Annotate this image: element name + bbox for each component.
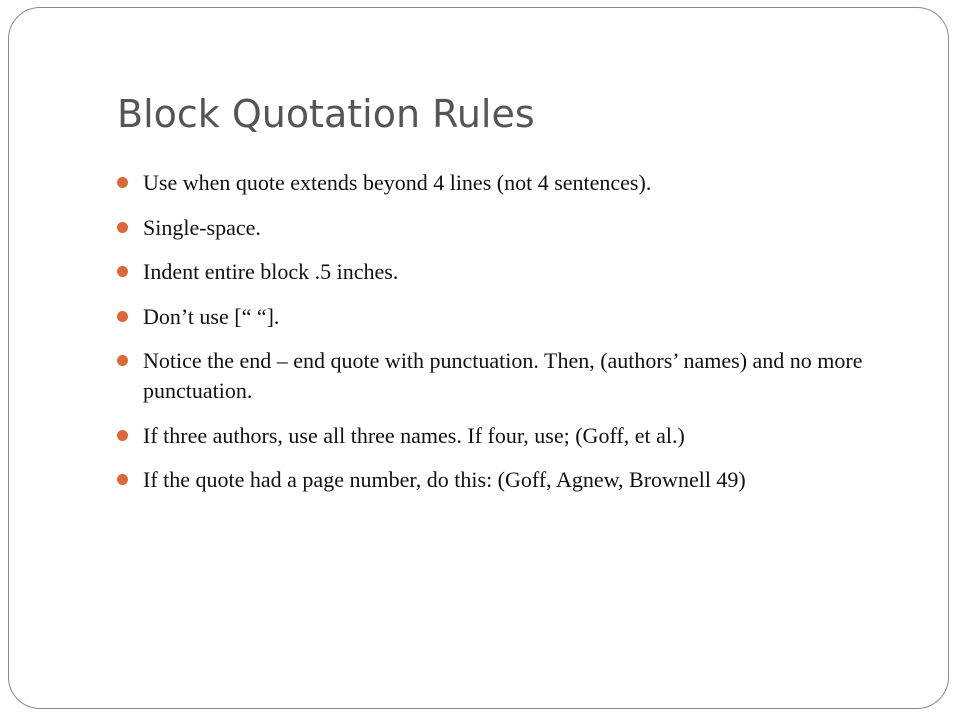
- bullet-dot-icon: [117, 474, 128, 485]
- bullet-item: [115, 168, 915, 198]
- bullet-item: [115, 302, 915, 332]
- bullet-item: [115, 465, 915, 495]
- bullet-text: Don’t use [“ “].: [143, 303, 280, 329]
- bullet-text: Single-space.: [143, 214, 261, 240]
- bullet-list: [115, 168, 915, 510]
- bullet-text: Notice the end – end quote with punctuation. Then, (authors’ names) and no more punctuation.: [143, 348, 863, 403]
- bullet-text: Use when quote extends beyond 4 lines (not 4 sentences).: [143, 170, 652, 195]
- bullet-dot-icon: [117, 430, 128, 441]
- bullet-dot-icon: [117, 311, 128, 322]
- bullet-dot-icon: [117, 266, 128, 277]
- bullet-item: [115, 346, 915, 406]
- slide-frame: [8, 7, 949, 709]
- bullet-dot-icon: [117, 355, 128, 366]
- bullet-text: If the quote had a page number, do this: (Goff, Agnew, Brownell 49): [143, 467, 746, 492]
- slide-title: Block Quotation Rules: [117, 92, 535, 136]
- bullet-text: If three authors, use all three names. If four, use; (Goff, et al.): [143, 422, 685, 448]
- bullet-item: [115, 213, 915, 243]
- bullet-item: [115, 421, 915, 451]
- bullet-item: [115, 257, 915, 287]
- bullet-text: Indent entire block .5 inches.: [143, 259, 399, 284]
- bullet-dot-icon: [117, 222, 128, 233]
- bullet-dot-icon: [117, 177, 128, 188]
